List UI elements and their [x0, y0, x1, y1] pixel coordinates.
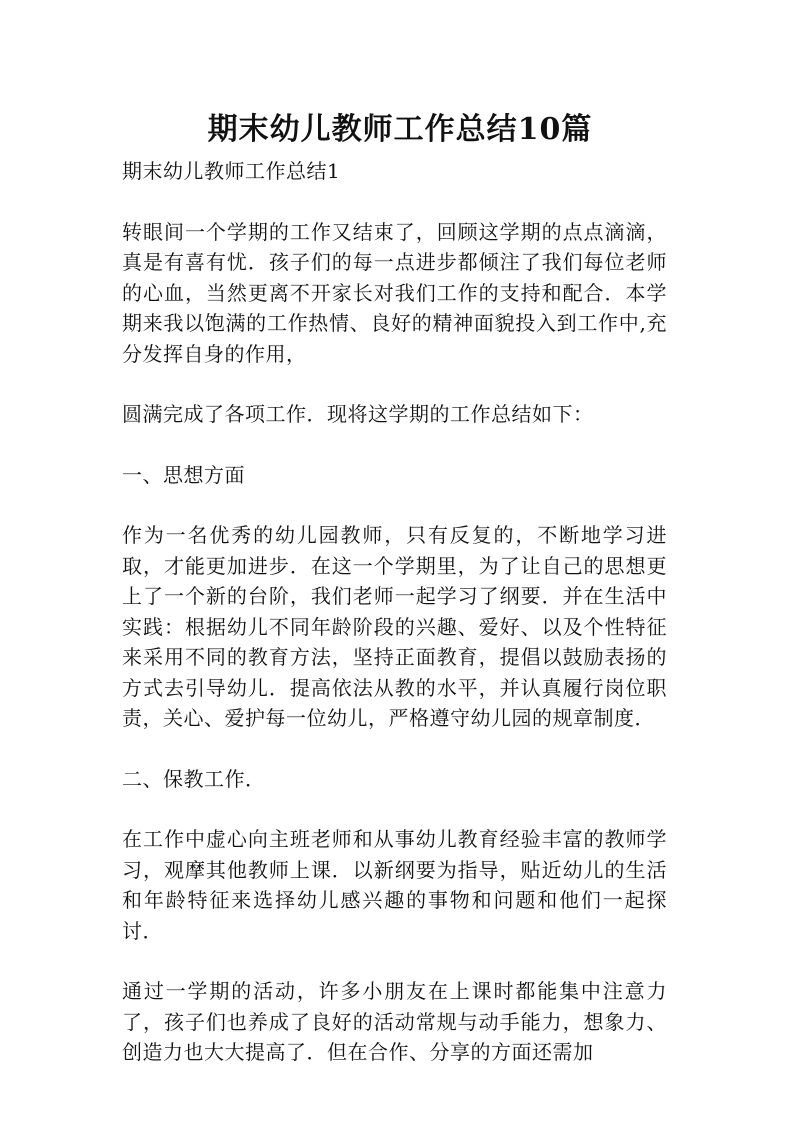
section-subtitle: 期末幼儿教师工作总结1 [122, 159, 341, 183]
document-title: 期末幼儿教师工作总结10篇 [207, 112, 593, 147]
document-body [122, 156, 667, 1098]
paragraph-care-education: 在工作中虚心向主班老师和从事幼儿教育经验丰富的教师学习，观摩其他教师上课．以新纲要为指导，贴近幼儿的生活和年龄特征来选择幼儿感兴趣的事物和问题和他们一起探讨． [122, 827, 667, 943]
section-heading-care-education: 二、保教工作． [122, 766, 266, 791]
paragraph-intro: 转眼间一个学期的工作又结束了，回顾这学期的点点滴滴，真是有喜有忧．孩子们的每一点进步都倾注了我们每位老师的心血，当然更离不开家长对我们工作的支持和配合．本学期来我以饱满的工作热情、良好的精神面貌投入到工作中,充分发挥自身的作用， [122, 219, 667, 366]
paragraph-activities: 通过一学期的活动，许多小朋友在上课时都能集中注意力了，孩子们也养成了良好的活动常规与动手能力，想象力、创造力也大大提高了．但在合作、分享的方面还需加 [122, 979, 667, 1064]
section-heading-thought: 一、思想方面 [122, 462, 245, 487]
paragraph-summary-lead: 圆满完成了各项工作．现将这学期的工作总结如下： [122, 402, 594, 426]
paragraph-thought: 作为一名优秀的幼儿园教师，只有反复的，不断地学习进取，才能更加进步．在这一个学期里，为了让自己的思想更上了一个新的台阶，我们老师一起学习了纲要．并在生活中实践：根据幼儿不同年龄阶段的兴趣、爱好、以及个性特征来采用不同的教育方法，坚持正面教育，提倡以鼓励表扬的方式去引导幼儿．提高依法从教的水平，并认真履行岗位职责，关心、爱护每一位幼儿，严格遵守幼儿园的规章制度． [122, 523, 667, 730]
